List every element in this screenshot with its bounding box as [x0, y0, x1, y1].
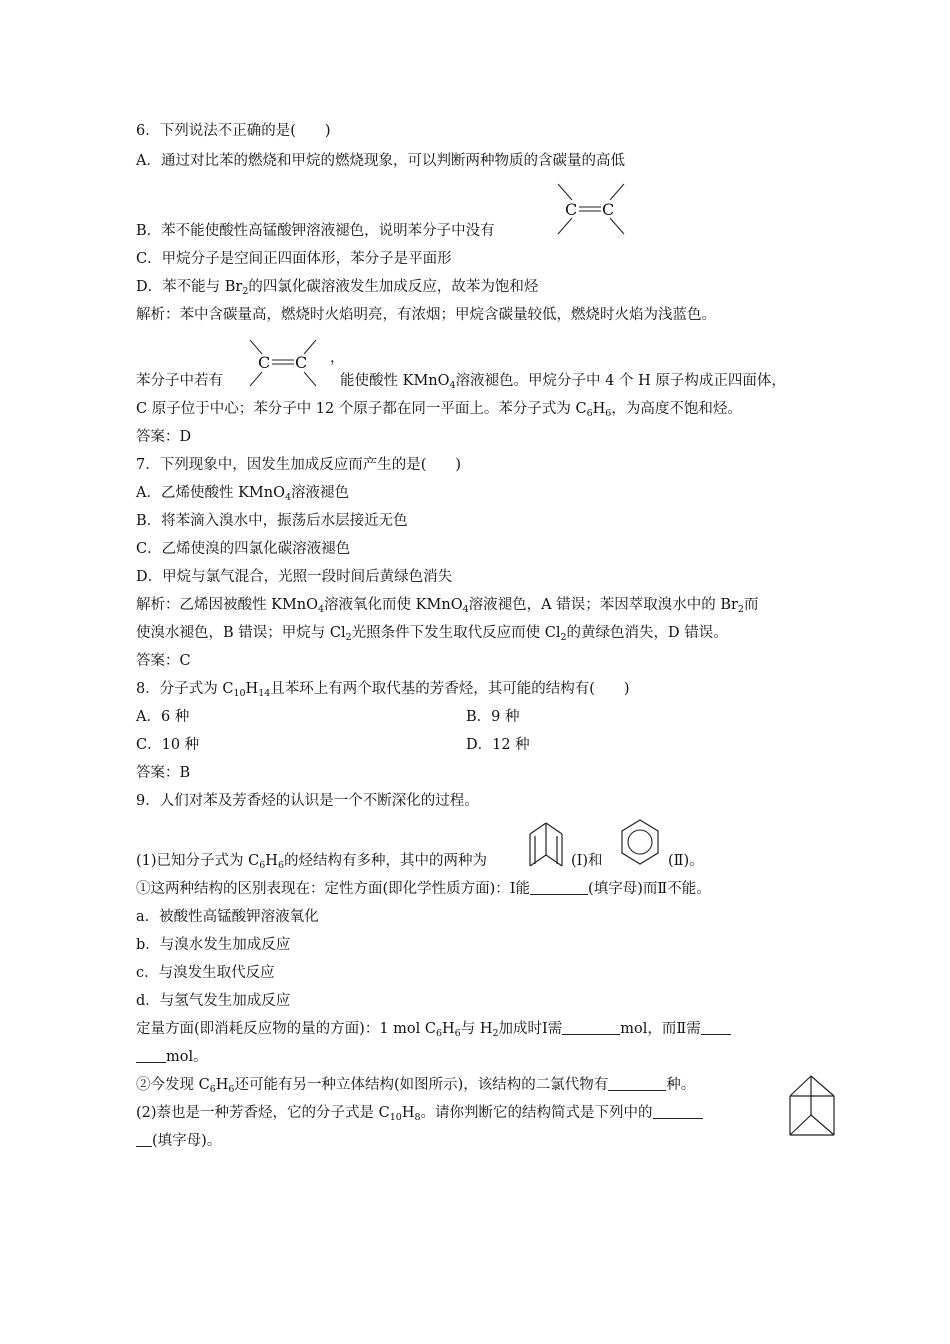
cc-double-bond-figure-2: [244, 338, 324, 390]
q6-analysis-comma: ，: [330, 350, 345, 366]
q9-option-c: c．与溴发生取代反应: [136, 965, 275, 981]
q9-option-a: a．被酸性高锰酸钾溶液氧化: [136, 909, 319, 925]
q7-analysis-line-2: 使溴水褪色，B 错误；甲烷与 $Cl_2$光照条件下发生取代反应而使 $Cl_2$的黄绿色消失，D 错误。: [136, 625, 728, 643]
q9-option-b: b．与溴水发生加成反应: [136, 937, 291, 953]
q7-stem: 7．下列现象中，因发生加成反应而产生的是( ): [136, 457, 462, 473]
q7-analysis-line-1: 解析：乙烯因被酸性 KMnO$_4$溶液氧化而使 KMnO$_4$溶液褪色，A 错误；苯因萃取溴水中的 $Br_2$而: [136, 597, 759, 615]
q8-option-a: A．6 种: [136, 709, 190, 725]
q9-stem: 9．人们对苯及芳香烃的认识是一个不断深化的过程。: [136, 793, 479, 809]
q6-option-c: C．甲烷分子是空间正四面体形，苯分子是平面形: [136, 251, 452, 267]
q9-structure-label-1: (Ⅰ)和: [571, 853, 603, 869]
q6-stem: 6．下列说法不正确的是( ): [136, 123, 331, 139]
q6-analysis-line-2-lead: 苯分子中若有: [136, 373, 223, 389]
q8-option-d: D．12 种: [466, 737, 530, 753]
q8-stem: 8．分子式为 $C_{10}H_{14}$且苯环上有两个取代基的芳香烃，其可能的结构有( ): [136, 681, 630, 699]
q9-quantitative-line-2: mol。: [136, 1047, 208, 1067]
q7-option-d: D．甲烷与氯气混合，光照一段时间后黄绿色消失: [136, 569, 453, 585]
prismane-structure: [784, 1072, 842, 1140]
q6-option-b: B．苯不能使酸性高锰酸钾溶液褪色，说明苯分子中没有: [136, 223, 495, 239]
q9-part1-text: (1)已知分子式为 $C_6H_6$的烃结构有多种，其中的两种为: [136, 853, 487, 871]
q9-structure-label-2: (Ⅱ)。: [668, 853, 704, 869]
q9-part2-line-2: (填字母)。: [136, 1131, 221, 1151]
cc-double-bond-figure-1: [550, 180, 630, 240]
q9-part2-line-1: (2)萘也是一种芳香烃，它的分子式是 $C_{10}H_8$。请你判断它的结构简式是下列中的: [136, 1103, 703, 1128]
q6-option-d: D．苯不能与 $Br_2$的四氯化碳溶液发生加成反应，故苯为饱和烃: [136, 279, 539, 297]
q7-option-a: A．乙烯使酸性 KMnO$_4$溶液褪色: [136, 485, 350, 503]
benzene-ring-structure: [618, 818, 662, 868]
q7-option-c: C．乙烯使溴的四氯化碳溶液褪色: [136, 541, 351, 557]
q6-analysis-line-1: 解析：苯中含碳量高，燃烧时火焰明亮，有浓烟；甲烷含碳量较低，燃烧时火焰为浅蓝色。: [136, 307, 716, 323]
q6-analysis-line-2: 能使酸性 KMnO$_4$溶液褪色。甲烷分子中 4 个 H 原子构成正四面体，: [340, 373, 786, 391]
q6-analysis-line-3: C 原子位于中心；苯分子中 12 个原子都在同一平面上。苯分子式为 $C_6H_6$，为高度不饱和烃。: [136, 401, 742, 419]
dewar-benzene-structure: [526, 820, 570, 870]
carbon-atom-label: C: [565, 200, 578, 219]
q9-subq1: ①这两种结构的区别表现在：定性方面(即化学性质方面)：Ⅰ能 (填字母)而Ⅱ不能。: [136, 881, 711, 897]
q7-option-b: B．将苯滴入溴水中，振荡后水层接近无色: [136, 513, 408, 529]
q9-quantitative-line-1: 定量方面(即消耗反应物的量的方面)：1 mol $C_6H_6$与 $H_2$加成时Ⅰ需 mol，而Ⅱ需: [136, 1019, 731, 1044]
q8-option-b: B．9 种: [466, 709, 520, 725]
carbon-atom-label: C: [602, 200, 615, 219]
q8-answer: 答案：B: [136, 765, 191, 781]
q7-answer: 答案：C: [136, 653, 191, 669]
carbon-atom-label: C: [295, 353, 308, 372]
q9-subq2: ②今发现 $C_6H_6$还可能有另一种立体结构(如图所示)，该结构的二氯代物有 种。: [136, 1077, 696, 1095]
q6-option-a: A．通过对比苯的燃烧和甲烷的燃烧现象，可以判断两种物质的含碳量的高低: [136, 153, 625, 169]
q8-option-c: C．10 种: [136, 737, 200, 753]
q9-option-d: d．与氢气发生加成反应: [136, 993, 291, 1009]
q6-answer: 答案：D: [136, 429, 192, 445]
carbon-atom-label: C: [258, 353, 271, 372]
